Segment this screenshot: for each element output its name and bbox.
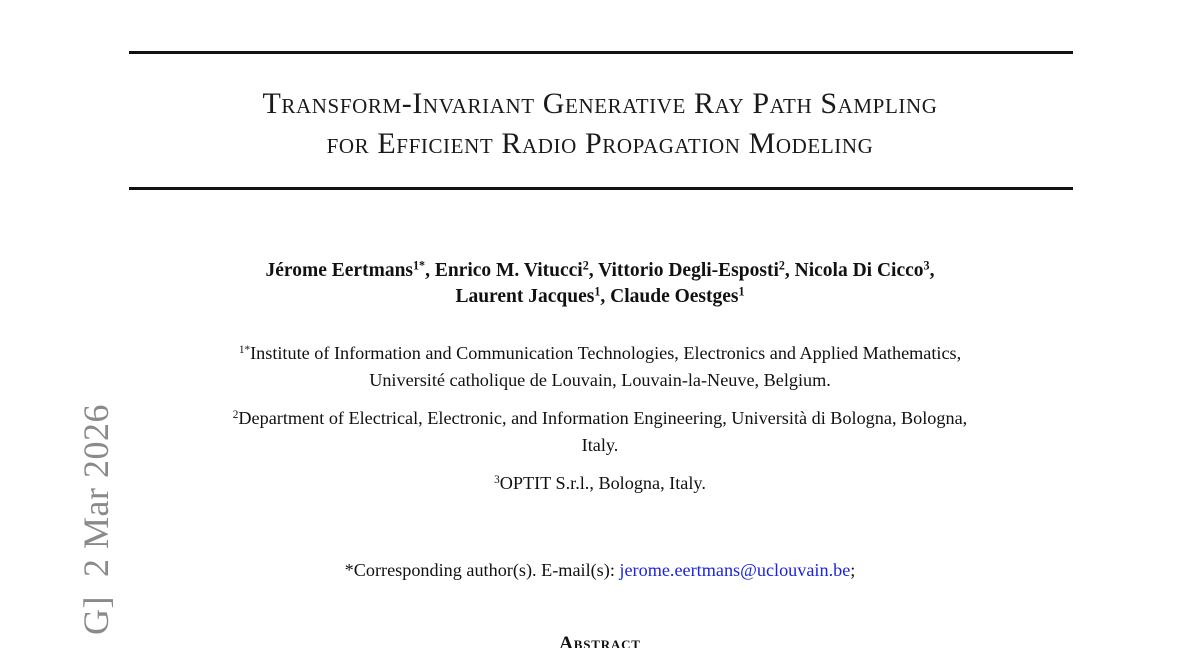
author-affiliation-marker: 1* xyxy=(413,258,426,273)
affiliation-marker: 1* xyxy=(238,343,251,356)
author-affiliation-marker: 1 xyxy=(738,284,745,299)
arxiv-side-stamp: G] 2 Mar 2026 xyxy=(76,404,116,635)
author-affiliation-marker: 1 xyxy=(594,284,601,299)
affiliation-1-line-1: $^{1*}$Institute of Information and Communication Technologies, Electronics and Applied Mathematics, xyxy=(238,343,962,363)
top-rule xyxy=(129,51,1073,54)
abstract-heading: Abstract xyxy=(559,633,641,648)
author-name: Jérome Eertmans$^{1*}$ xyxy=(265,258,426,281)
author-name: Nicola Di Cicco$^3$ xyxy=(794,258,930,281)
corresponding-email-link[interactable]: jerome.eertmans@uclouvain.be xyxy=(619,560,851,580)
author-affiliation-marker: 3 xyxy=(923,258,930,273)
affiliation-3: $^3$OPTIT S.r.l., Bologna, Italy. xyxy=(494,473,706,493)
author-affiliation-marker: 2 xyxy=(582,258,589,273)
author-name: Enrico M. Vitucci$^2$ xyxy=(434,258,589,281)
paper-title-line-2: for Efficient Radio Propagation Modeling xyxy=(326,127,874,160)
author-name: Vittorio Degli-Esposti$^2$ xyxy=(598,258,785,281)
affiliation-1-line-2: Université catholique de Louvain, Louvain-la-Neuve, Belgium. xyxy=(369,370,831,390)
affiliation-marker: 3 xyxy=(494,473,500,486)
author-list-line-1: Jérome Eertmans$^{1*}$, Enrico M. Vitucci$^2$, Vittorio Degli-Esposti$^2$, Nicola Di Cicco$^3$, xyxy=(265,258,935,281)
author-name: Laurent Jacques$^1$ xyxy=(455,284,601,307)
author-affiliation-marker: 2 xyxy=(778,258,785,273)
author-name: Claude Oestges$^1$ xyxy=(610,284,745,307)
corresponding-author-note: *Corresponding author(s). E-mail(s): jerome.eertmans@uclouvain.be; xyxy=(344,560,856,580)
affiliation-marker: 2 xyxy=(232,408,239,421)
paper-title-line-1: Transform-Invariant Generative Ray Path Sampling xyxy=(262,87,938,120)
affiliation-2-line-2: Italy. xyxy=(581,435,619,455)
affiliation-2-line-1: $^2$Department of Electrical, Electronic, and Information Engineering, Università di Bologna, Bologna, xyxy=(232,408,968,428)
bottom-rule xyxy=(129,187,1073,190)
author-list-line-2: Laurent Jacques$^1$, Claude Oestges$^1$ xyxy=(455,284,745,307)
